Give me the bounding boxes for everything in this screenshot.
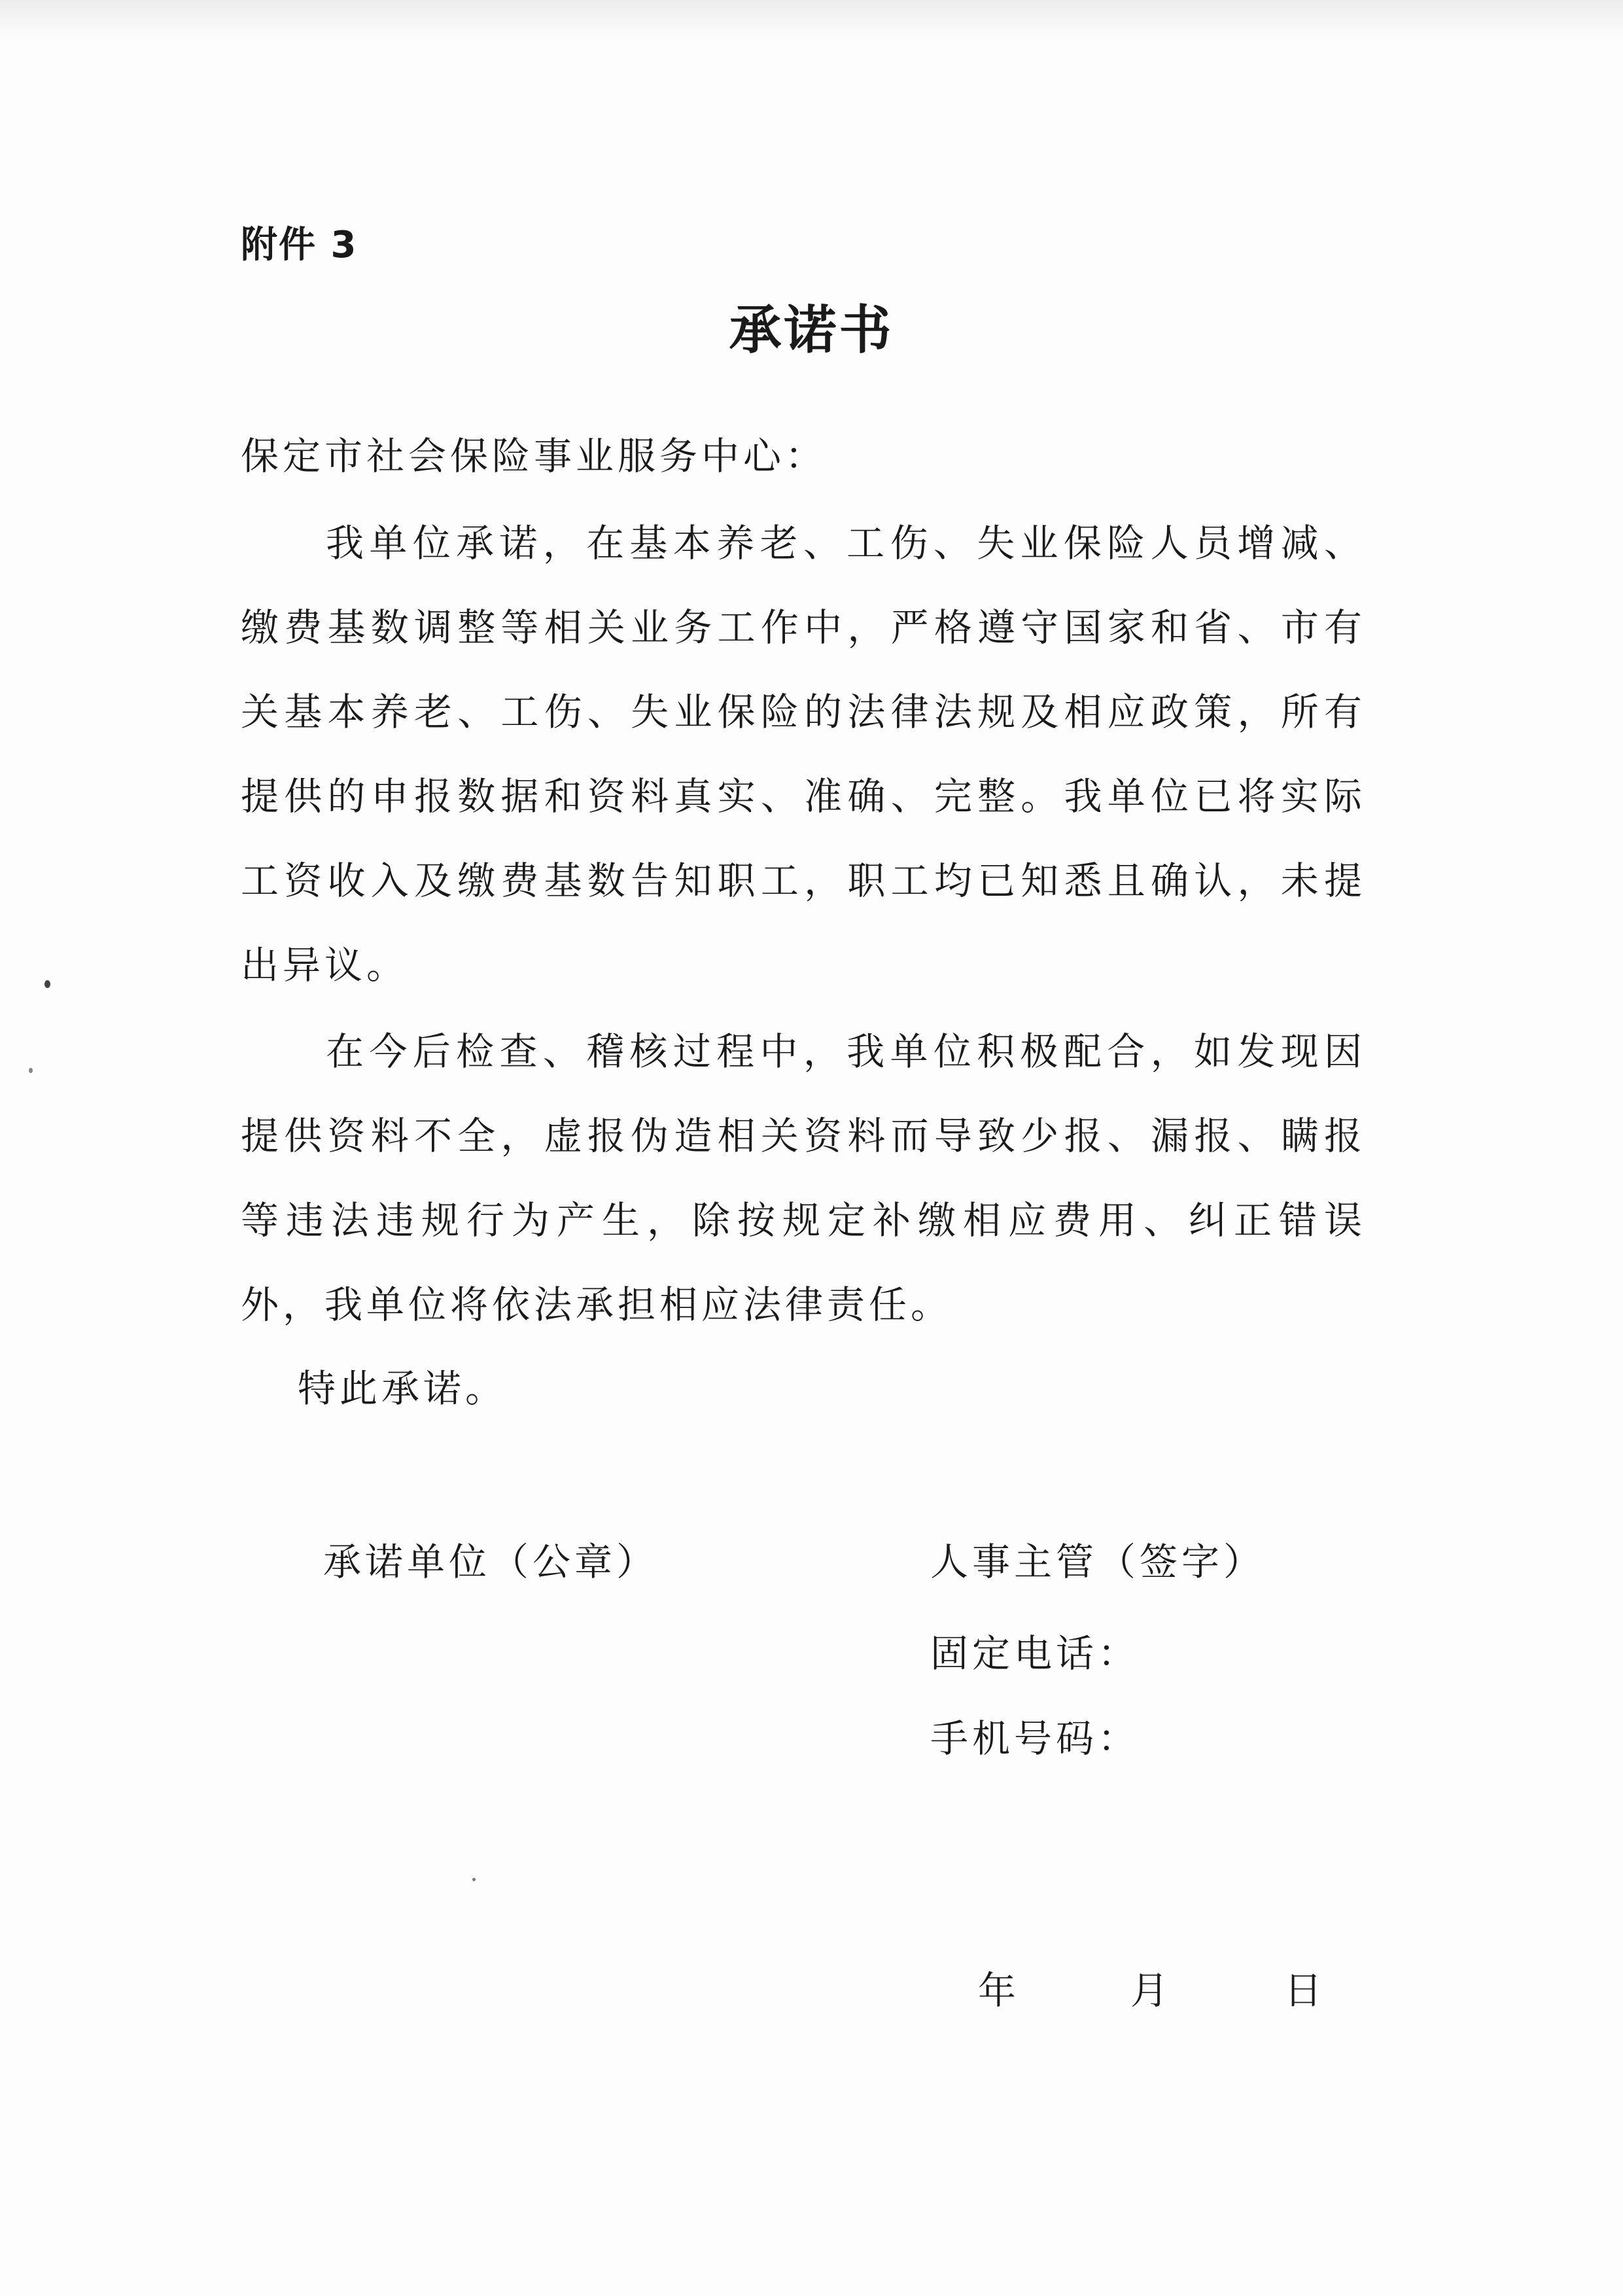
commitment-paragraph-1: 我单位承诺，在基本养老、工伤、失业保险人员增减、缴费基数调整等相关业务工作中，严格遵守国家和省、市有关基本养老、工伤、失业保险的法律法规及相应政策，所有提供的申报数据和资料真实、准确、完整。我单位已将实际工资收入及缴费基数告知职工，职工均已知悉且确认，未提出异议。 [241, 521, 1366, 987]
unit-seal-label: 承诺单位（公章） [323, 1540, 659, 1584]
landline-label: 固定电话： [930, 1631, 1140, 1676]
scan-speck [44, 980, 50, 988]
date-day-label: 日 [1284, 1968, 1323, 2013]
date-month-label: 月 [1130, 1968, 1169, 2013]
mobile-label: 手机号码： [930, 1716, 1140, 1761]
document-title: 承诺书 [729, 299, 894, 361]
recipient-line: 保定市社会保险事业服务中心： [241, 434, 828, 478]
hr-supervisor-label: 人事主管（签字） [930, 1540, 1266, 1584]
scan-edge-shading [0, 0, 1623, 39]
scan-speck [472, 1878, 476, 1881]
closing-line: 特此承诺。 [298, 1366, 508, 1411]
commitment-paragraph-2: 在今后检查、稽核过程中，我单位积极配合，如发现因提供资料不全，虚报伪造相关资料而导致少报、漏报、瞒报等违法违规行为产生，除按规定补缴相应费用、纠正错误外，我单位将依法承担相应法律责任。 [241, 1029, 1366, 1327]
attachment-label: 附件 3 [241, 224, 358, 266]
date-year-label: 年 [978, 1968, 1017, 2013]
scan-speck [29, 1068, 33, 1073]
